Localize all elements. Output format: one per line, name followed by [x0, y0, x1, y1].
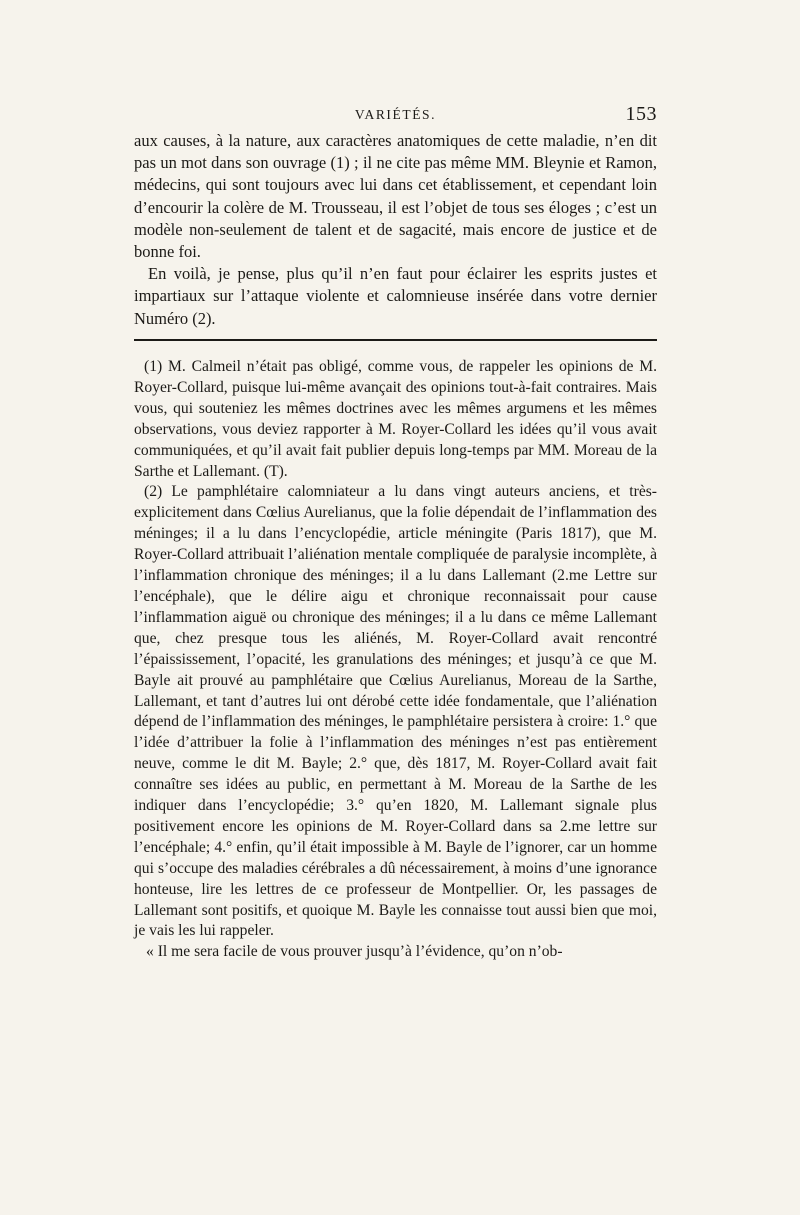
body-paragraph: aux causes, à la nature, aux caractères anatomiques de cette maladie, n’en dit pas un mot dans son ouvrage (1) ; il ne cite pas même MM. Bleynie et Ramon, médecins, qui sont toujours avec lui dans cet établissement, et cependant loin d’encourir la colère de M. Trousseau, il est l’objet de tous ses éloges ; c’est un modèle non-seulement de talent et de sagacité, mais encore de justice et de bonne foi.: [134, 131, 657, 262]
page-number: 153: [625, 103, 657, 125]
footnote-continuation: « Il me sera facile de vous prouver jusqu’à l’évidence, qu’on n’ob-: [146, 943, 563, 961]
body-paragraph: En voilà, je pense, plus qu’il n’en faut pour éclairer les esprits justes et impartiaux sur l’attaque violente et calomnieuse insérée dans votre dernier Numéro (2).: [134, 264, 657, 328]
running-title: VARIÉTÉS.: [354, 107, 437, 122]
main-text: [134, 130, 657, 330]
footnote-2: (2) Le pamphlétaire calomniateur a lu dans vingt auteurs anciens, et très-explicitement dans Cœlius Aurelianus, que la folie dépendait de l’inflammation des méninges; il a lu dans l’encyclopédie, article méningite (Paris 1817), que M. Royer-Collard attribuait l’aliénation mentale compliquée de paralysie incomplète, à l’inflammation chronique des méninges; il a lu dans Lallemant (2.me Lettre sur l’encéphale), que le délire aigu et chronique reconnaissait pour cause l’inflammation aiguë ou chronique des méninges; il a lu dans ce même Lallemant que, chez presque tous les aliénés, M. Royer-Collard avait rencontré l’épaississement, l’opacité, les granulations des méninges; et jusqu’à ce que M. Bayle ait prouvé au pamphlétaire que Cœlius Aurelianus, Moreau de la Sarthe, Lallemant, et tant d’autres lui ont dérobé cette idée fondamentale, que l’aliénation dépend de l’inflammation des méninges, le pamphlétaire persistera à croire: 1.° que l’idée d’attribuer la folie à l’inflammation des méninges n’est pas entièrement neuve, comme le dit M. Bayle; 2.° que, dès 1817, M. Royer-Collard avait fait connaître ses idées au public, en permettant à M. Moreau de la Sarthe de les indiquer dans l’encyclopédie; 3.° qu’en 1820, M. Lallemant signale plus positivement encore les opinions de M. Royer-Collard dans sa 2.me lettre sur l’encéphale; 4.° enfin, qu’il était impossible à M. Bayle de l’ignorer, car un homme qui s’occupe des maladies cérébrales a dû nécessairement, à moins d’une ignorance honteuse, lire les lettres de ce professeur de Montpellier. Or, les passages de Lallemant sont positifs, et quoique M. Bayle les connaisse tout aussi bien que moi, je vais les lui rappeler.: [134, 483, 657, 940]
page-header: [134, 103, 657, 129]
footnote-separator-rule: [134, 339, 657, 341]
footnote-1: (1) M. Calmeil n’était pas obligé, comme vous, de rappeler les opinions de M. Royer-Collard, puisque lui-même avançait des opinions tout-à-fait contraires. Mais vous, qui souteniez les mêmes doctrines avec les mêmes argumens et les mêmes observations, vous deviez rapporter à M. Royer-Collard les idées qu’il vous avait communiquées, et qu’il avait fait publier depuis long-temps par MM. Moreau de la Sarthe et Lallemant. (T).: [134, 358, 657, 480]
footnotes: [134, 357, 657, 963]
